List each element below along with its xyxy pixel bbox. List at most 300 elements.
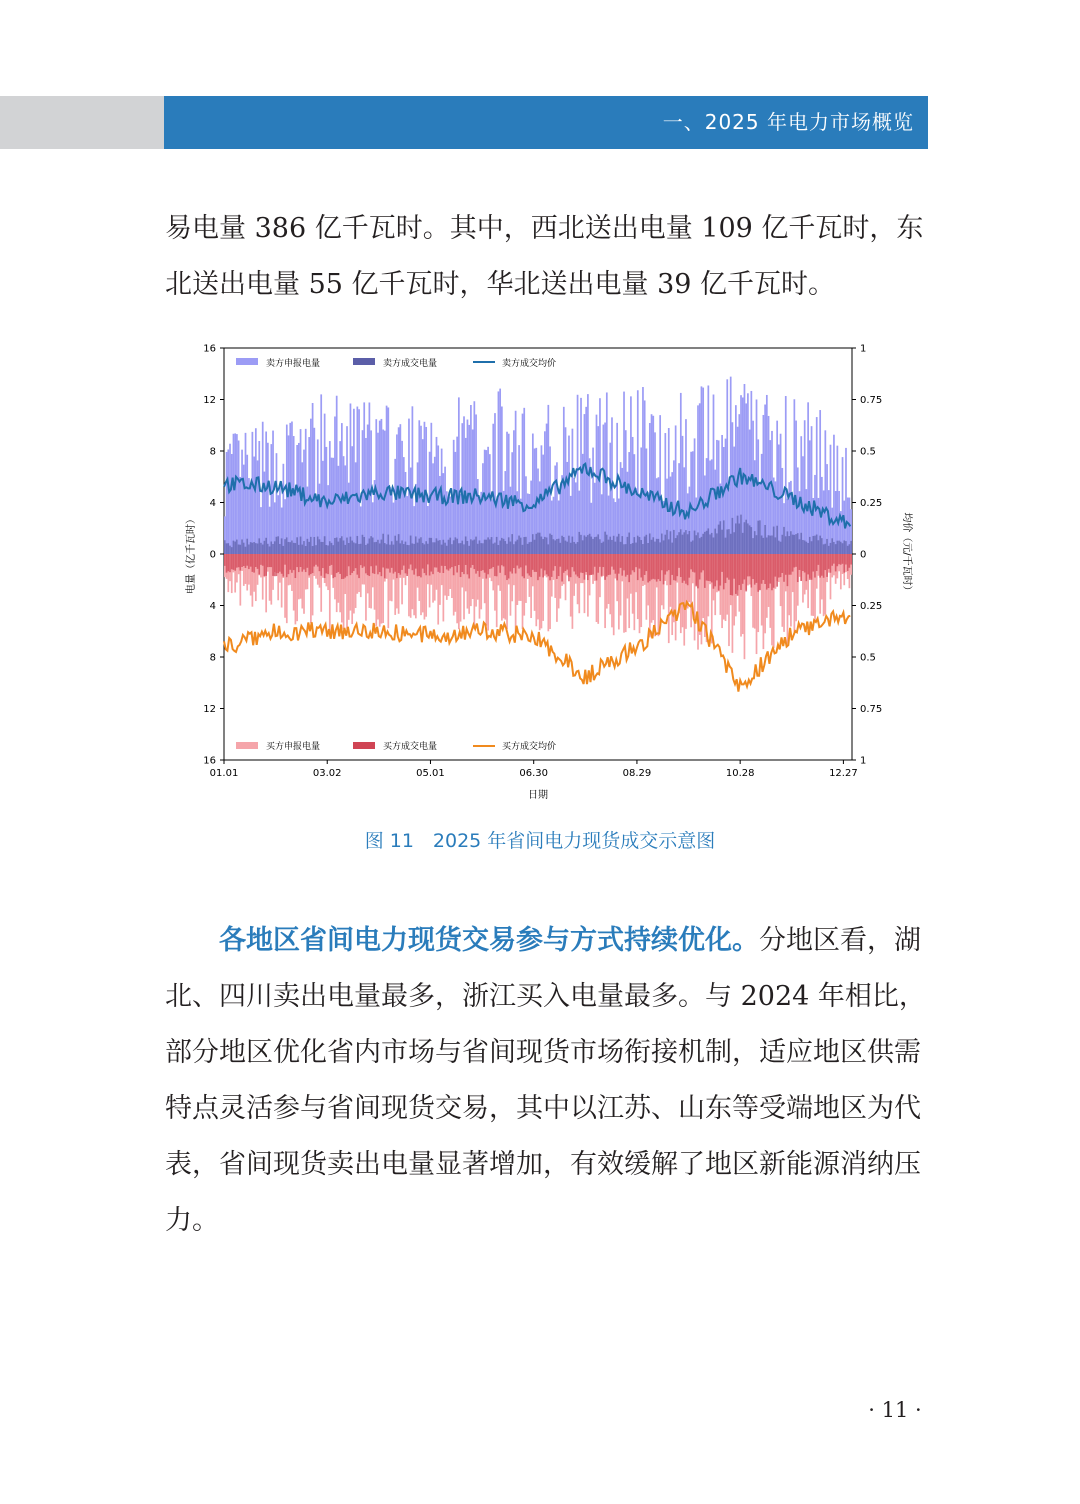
sell-traded-bar [658, 539, 660, 554]
buy-traded-bar [695, 554, 697, 586]
buy-traded-bar [319, 554, 321, 571]
buy-traded-bar [499, 554, 501, 573]
buy-traded-bar [270, 554, 272, 567]
sell-declared-bar [258, 441, 260, 554]
sell-declared-bar [434, 457, 436, 554]
buy-traded-bar [763, 554, 765, 580]
legend-buy-declared: 买方申报电量 [266, 742, 321, 752]
buy-traded-bar [759, 554, 761, 590]
buy-traded-bar [329, 554, 331, 566]
buy-traded-bar [427, 554, 429, 564]
sell-traded-bar [374, 542, 376, 554]
buy-traded-bar [671, 554, 673, 575]
buy-traded-bar [577, 554, 579, 576]
sell-declared-bar [804, 420, 806, 554]
sell-traded-bar [633, 537, 635, 554]
buy-traded-bar [334, 554, 336, 577]
sell-traded-bar [539, 533, 541, 554]
sell-traded-bar [370, 536, 372, 554]
sell-declared-bar [534, 449, 536, 554]
sell-traded-bar [661, 534, 663, 554]
buy-traded-bar [575, 554, 577, 575]
sell-traded-bar [499, 541, 501, 554]
header-gray-band [0, 96, 164, 149]
sell-declared-bar [430, 423, 432, 554]
sell-traded-bar [752, 538, 754, 554]
sell-traded-bar [320, 542, 322, 554]
buy-traded-bar [842, 554, 844, 564]
buy-traded-bar [511, 554, 513, 574]
buy-traded-bar [398, 554, 400, 573]
sell-traded-bar [738, 524, 740, 554]
sell-traded-bar [843, 540, 845, 554]
legend-buy-price: 买方成交均价 [502, 742, 557, 752]
sell-traded-bar [849, 544, 851, 554]
sell-traded-bar [678, 532, 680, 554]
sell-declared-bar [265, 432, 267, 554]
sell-declared-bar [241, 450, 243, 554]
sell-declared-bar [301, 462, 303, 554]
buy-traded-bar [771, 554, 773, 590]
buy-traded-bar [632, 554, 634, 570]
buy-traded-bar [580, 554, 582, 573]
sell-traded-bar [575, 544, 577, 554]
sell-declared-bar [508, 434, 510, 554]
buy-traded-bar [635, 554, 637, 567]
sell-traded-bar [831, 538, 833, 554]
buy-traded-bar [236, 554, 238, 568]
sell-declared-bar [341, 423, 343, 554]
sell-traded-bar [563, 537, 565, 554]
buy-traded-bar [460, 554, 462, 577]
sell-traded-bar [618, 534, 620, 554]
sell-traded-bar [260, 543, 262, 554]
sell-traded-bar [842, 543, 844, 554]
sell-declared-bar [234, 433, 236, 554]
y-right-tick-label: 0.5 [860, 446, 876, 458]
buy-traded-bar [713, 554, 715, 589]
sell-traded-bar [592, 539, 594, 554]
sell-declared-bar [291, 422, 293, 554]
sell-traded-bar [258, 538, 260, 554]
buy-traded-bar [601, 554, 603, 576]
sell-traded-bar [456, 539, 458, 554]
sell-traded-bar [305, 546, 307, 554]
sell-traded-bar [422, 543, 424, 554]
buy-traded-bar [339, 554, 341, 574]
sell-declared-bar [403, 457, 405, 554]
buy-traded-bar [425, 554, 427, 575]
sell-traded-bar [339, 538, 341, 554]
sell-declared-bar [350, 403, 352, 554]
buy-traded-bar [754, 554, 756, 585]
sell-traded-bar [489, 539, 491, 554]
sell-declared-bar [837, 446, 839, 554]
buy-traded-bar [331, 554, 333, 565]
buy-traded-bar [513, 554, 515, 568]
sell-traded-bar [238, 544, 240, 554]
buy-traded-bar [764, 554, 766, 584]
sell-declared-bar [477, 479, 479, 554]
buy-traded-bar [592, 554, 594, 575]
buy-traded-bar [467, 554, 469, 574]
y-left-tick-label: 4 [209, 498, 216, 509]
sell-traded-bar [301, 545, 303, 554]
buy-traded-bar [677, 554, 679, 576]
sell-traded-bar [615, 542, 617, 554]
buy-traded-bar [523, 554, 525, 578]
buy-traded-bar [644, 554, 646, 575]
sell-traded-bar [530, 542, 532, 554]
sell-traded-bar [336, 537, 338, 554]
buy-traded-bar [356, 554, 358, 575]
sell-traded-bar [646, 535, 648, 554]
sell-traded-bar [601, 543, 603, 554]
buy-traded-bar [231, 554, 233, 569]
buy-traded-bar [530, 554, 532, 577]
sell-traded-bar [625, 544, 627, 554]
buy-traded-bar [794, 554, 796, 567]
sell-traded-bar [771, 535, 773, 554]
y-left-tick-label: 8 [209, 446, 216, 458]
buy-traded-bar [720, 554, 722, 586]
sell-declared-bar [331, 458, 333, 554]
sell-declared-bar [725, 439, 727, 554]
sell-traded-bar [338, 542, 340, 554]
sell-traded-bar [496, 537, 498, 554]
buy-traded-bar [802, 554, 804, 571]
sell-declared-bar [513, 430, 515, 554]
sell-traded-bar [599, 539, 601, 554]
sell-traded-bar [317, 537, 319, 554]
sell-traded-bar [355, 543, 357, 554]
sell-traded-bar [300, 537, 302, 554]
buy-traded-bar [594, 554, 596, 567]
buy-traded-bar [434, 554, 436, 567]
buy-traded-bar [599, 554, 601, 567]
buy-traded-bar [587, 554, 589, 580]
buy-traded-bar [792, 554, 794, 572]
sell-traded-bar [379, 543, 381, 554]
sell-traded-bar [750, 527, 752, 554]
buy-traded-bar [367, 554, 369, 575]
sell-traded-bar [814, 536, 816, 554]
buy-traded-bar [491, 554, 493, 568]
sell-traded-bar [723, 520, 725, 554]
sell-declared-bar [329, 441, 331, 554]
buy-traded-bar [838, 554, 840, 564]
sell-traded-bar [546, 537, 548, 554]
sell-declared-bar [484, 450, 486, 554]
sell-declared-bar [522, 414, 524, 554]
buy-traded-bar [819, 554, 821, 578]
sell-declared-bar [468, 425, 470, 554]
buy-traded-bar [694, 554, 696, 573]
buy-traded-bar [728, 554, 730, 580]
page-number: · 11 · [868, 1398, 922, 1422]
buy-traded-bar [549, 554, 551, 580]
sell-traded-bar [580, 535, 582, 554]
sell-declared-bar [412, 406, 414, 554]
sell-traded-bar [389, 545, 391, 554]
sell-declared-bar [363, 402, 365, 554]
sell-traded-bar [828, 546, 830, 554]
sell-declared-bar [494, 413, 496, 554]
sell-traded-bar [608, 540, 610, 554]
sell-traded-bar [616, 537, 618, 554]
sell-traded-bar [709, 534, 711, 554]
buy-traded-bar [257, 554, 259, 569]
sell-traded-bar [272, 544, 274, 554]
buy-traded-bar [418, 554, 420, 576]
y-left-tick-label: 0 [209, 549, 216, 561]
buy-traded-bar [300, 554, 302, 567]
sell-traded-bar [596, 537, 598, 554]
sell-declared-bar [620, 462, 622, 554]
sell-declared-bar [630, 396, 632, 554]
sell-declared-bar [305, 429, 307, 554]
sell-traded-bar [313, 537, 315, 554]
buy-traded-bar [541, 554, 543, 569]
buy-traded-bar [233, 554, 235, 570]
buy-traded-bar [446, 554, 448, 569]
buy-traded-bar [831, 554, 833, 566]
buy-traded-bar [389, 554, 391, 573]
y-right-tick-label: 0.5 [860, 652, 876, 664]
sell-traded-bar [343, 540, 345, 554]
buy-traded-bar [814, 554, 816, 578]
buy-traded-bar [472, 554, 474, 565]
buy-traded-bar [737, 554, 739, 596]
buy-traded-bar [253, 554, 255, 573]
buy-traded-bar [656, 554, 658, 582]
buy-traded-bar [479, 554, 481, 577]
sell-declared-bar [338, 466, 340, 554]
sell-traded-bar [635, 543, 637, 554]
sell-traded-bar [441, 545, 443, 554]
x-tick-label: 08.29 [622, 768, 652, 779]
sell-traded-bar [284, 539, 286, 554]
buy-traded-bar [401, 554, 403, 570]
sell-traded-bar [248, 544, 250, 554]
sell-traded-bar [315, 545, 317, 554]
sell-traded-bar [518, 536, 520, 554]
buy-traded-bar [470, 554, 472, 568]
sell-traded-bar [475, 537, 477, 554]
sell-traded-bar [322, 542, 324, 554]
sell-traded-bar [742, 533, 744, 554]
sell-traded-bar [326, 545, 328, 554]
buy-traded-bar [379, 554, 381, 572]
sell-traded-bar [818, 540, 820, 554]
buy-traded-bar [296, 554, 298, 567]
sell-declared-bar [819, 410, 821, 554]
buy-traded-bar [652, 554, 654, 579]
sell-declared-bar [713, 395, 715, 554]
buy-traded-bar [415, 554, 417, 569]
sell-traded-bar [775, 537, 777, 554]
sell-traded-bar [806, 542, 808, 554]
sell-declared-bar [794, 399, 796, 554]
buy-traded-bar [475, 554, 477, 574]
buy-traded-bar [267, 554, 269, 567]
sell-traded-bar [344, 545, 346, 554]
sell-traded-bar [664, 535, 666, 554]
sell-traded-bar [289, 542, 291, 554]
buy-traded-bar [537, 554, 539, 580]
sell-traded-bar [776, 526, 778, 554]
sell-traded-bar [501, 538, 503, 554]
sell-traded-bar [682, 535, 684, 554]
sell-traded-bar [726, 529, 728, 554]
buy-traded-bar [542, 554, 544, 577]
y-right-tick-label: 0 [860, 549, 867, 561]
buy-traded-bar [284, 554, 286, 565]
buy-traded-bar [305, 554, 307, 572]
sell-traded-bar [307, 539, 309, 554]
sell-traded-bar [365, 545, 367, 554]
buy-traded-bar [756, 554, 758, 583]
sell-traded-bar [327, 545, 329, 554]
sell-traded-bar [795, 534, 797, 554]
sell-traded-bar [590, 537, 592, 554]
buy-traded-bar [486, 554, 488, 579]
legend-swatch-sell-traded [353, 358, 375, 365]
sell-traded-bar [506, 544, 508, 554]
buy-traded-bar [807, 554, 809, 574]
buy-traded-bar [391, 554, 393, 568]
sell-declared-bar [238, 440, 240, 554]
buy-traded-bar [506, 554, 508, 580]
y-left-tick-label: 16 [203, 755, 216, 767]
sell-declared-bar [458, 397, 460, 554]
sell-declared-bar [248, 478, 250, 554]
buy-traded-bar [745, 554, 747, 591]
sell-traded-bar [568, 536, 570, 554]
sell-traded-bar [455, 537, 457, 554]
sell-traded-bar [687, 534, 689, 554]
buy-traded-bar [664, 554, 666, 575]
sell-declared-bar [701, 386, 703, 554]
figure-caption: 图 11 2025 年省间电力现货成交示意图 [364, 830, 716, 852]
buy-traded-bar [568, 554, 570, 581]
sell-traded-bar [448, 540, 450, 554]
buy-traded-bar [336, 554, 338, 573]
sell-declared-bar [592, 448, 594, 554]
sell-traded-bar [553, 539, 555, 554]
sell-declared-bar [358, 409, 360, 554]
buy-traded-bar [716, 554, 718, 580]
sell-traded-bar [620, 542, 622, 554]
sell-traded-bar [319, 539, 321, 554]
sell-traded-bar [711, 533, 713, 554]
buy-traded-bar [355, 554, 357, 568]
buy-traded-bar [239, 554, 241, 571]
buy-traded-bar [480, 554, 482, 571]
sell-traded-bar [809, 537, 811, 554]
sell-declared-bar [699, 403, 701, 554]
buy-traded-bar [477, 554, 479, 571]
sell-traded-bar [274, 541, 276, 554]
sell-declared-bar [675, 425, 677, 554]
buy-traded-bar [269, 554, 271, 567]
sell-traded-bar [472, 540, 474, 554]
buy-traded-bar [585, 554, 587, 572]
sell-traded-bar [270, 541, 272, 554]
buy-traded-bar [718, 554, 720, 590]
sell-traded-bar [766, 537, 768, 554]
sell-declared-bar [227, 449, 229, 554]
sell-declared-bar [444, 467, 446, 554]
sell-traded-bar [515, 541, 517, 554]
sell-traded-bar [408, 545, 410, 554]
sell-traded-bar [799, 539, 801, 554]
sell-declared-bar [472, 429, 474, 554]
sell-traded-bar [498, 545, 500, 554]
buy-traded-bar [776, 554, 778, 587]
sell-declared-bar [310, 419, 312, 554]
buy-traded-bar [437, 554, 439, 572]
sell-traded-bar [609, 537, 611, 554]
buy-traded-bar [288, 554, 290, 574]
sell-traded-bar [412, 543, 414, 554]
sell-traded-bar [516, 540, 518, 554]
buy-traded-bar [609, 554, 611, 575]
sell-declared-bar [726, 379, 728, 554]
sell-traded-bar [413, 544, 415, 554]
buy-traded-bar [553, 554, 555, 571]
sell-declared-bar [312, 403, 314, 554]
buy-traded-bar [554, 554, 556, 566]
sell-declared-bar [334, 417, 336, 554]
buy-traded-bar [529, 554, 531, 576]
sell-declared-bar [381, 419, 383, 554]
buy-traded-bar [730, 554, 732, 595]
buy-traded-bar [449, 554, 451, 569]
buy-traded-bar [649, 554, 651, 581]
y-right-tick-label: 1 [860, 343, 867, 355]
sell-traded-bar [296, 537, 298, 554]
buy-traded-bar [406, 554, 408, 576]
sell-traded-bar [522, 545, 524, 554]
sell-traded-bar [227, 543, 229, 554]
buy-traded-bar [498, 554, 500, 566]
y-axis-right-label: 均价（元/千瓦时） [901, 512, 912, 596]
buy-traded-bar [551, 554, 553, 577]
buy-traded-bar [396, 554, 398, 578]
sell-declared-bar [780, 434, 782, 554]
sell-traded-bar [281, 538, 283, 554]
buy-traded-bar [558, 554, 560, 576]
sell-traded-bar [527, 544, 529, 554]
buy-traded-bar [353, 554, 355, 571]
sell-traded-bar [372, 538, 374, 554]
buy-traded-bar [830, 554, 832, 573]
buy-traded-bar [646, 554, 648, 571]
sell-declared-bar [239, 477, 241, 554]
buy-traded-bar [250, 554, 252, 567]
buy-traded-bar [374, 554, 376, 574]
sell-traded-bar [541, 537, 543, 554]
sell-traded-bar [363, 537, 365, 554]
sell-traded-bar [666, 530, 668, 554]
buy-traded-bar [461, 554, 463, 572]
buy-traded-bar [274, 554, 276, 576]
buy-traded-bar [369, 554, 371, 576]
buy-traded-bar [384, 554, 386, 578]
buy-traded-bar [246, 554, 248, 566]
sell-declared-bar [697, 405, 699, 554]
